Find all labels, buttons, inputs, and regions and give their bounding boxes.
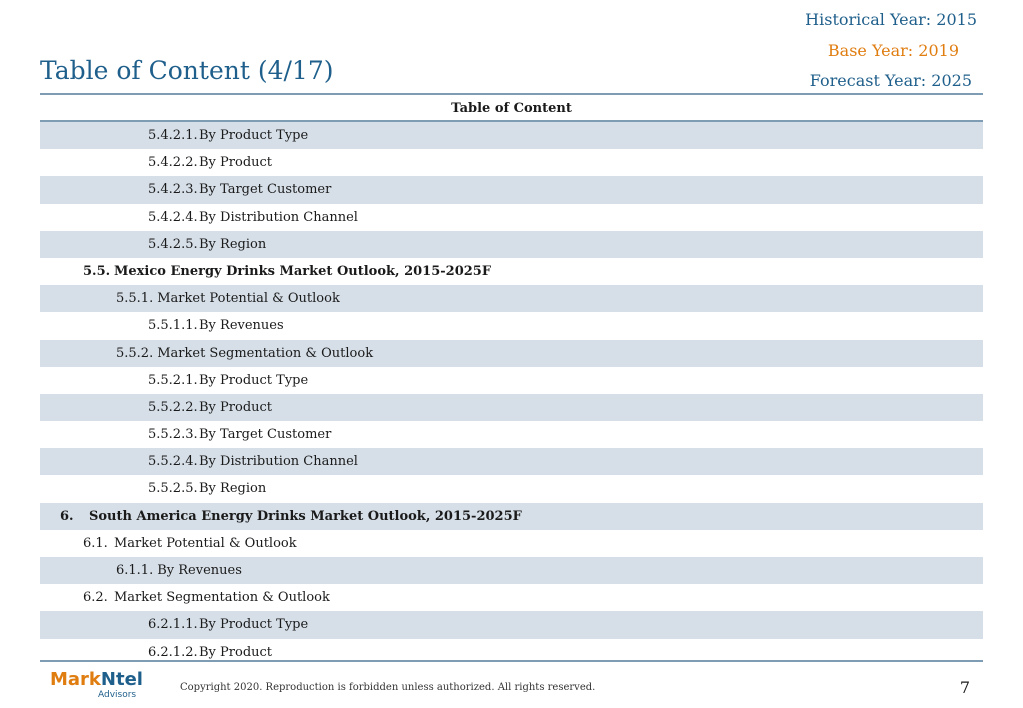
logo-advisors-text: Advisors [98,690,137,700]
toc-row-text: By Distribution Channel [199,209,358,225]
toc-row-text: By Product [199,399,273,415]
toc-row [40,312,983,339]
toc-row-text: By Product Type [199,617,309,633]
toc-row [40,448,983,475]
toc-row-number: 5.5.2.4. [148,454,198,470]
marknetl-logo [50,669,143,702]
page-title: Table of Content (4/17) [40,56,334,85]
toc-row [40,584,983,611]
copyright-notice: Copyright 2020. Reproduction is forbidden unless authorized. All rights reserved. [180,682,596,693]
toc-row-number: 5.5.2.5. [148,481,198,497]
historical-year: Historical Year: 2015 [805,10,977,29]
toc-row-text: Market Potential & Outlook [157,291,340,307]
toc-row-text: By Target Customer [199,427,332,443]
toc-row-text: By Product Type [199,128,309,143]
toc-row-text: By Product [199,644,273,660]
toc-row-number: 6.2. [83,590,108,606]
toc-row-number: 6.2.1.2. [148,644,198,660]
toc-row [40,285,983,312]
toc-row [40,557,983,584]
toc-row [40,611,983,638]
toc-row-number: 5.5. [83,263,111,279]
toc-rows [40,122,983,666]
toc-row-text: By Region [199,236,267,252]
toc-row-number: 5.5.1. [116,291,154,307]
toc-row [40,421,983,448]
toc-row-number: 5.4.2.2. [148,155,198,171]
toc-row-text: By Product Type [199,372,309,388]
toc-row [40,122,983,149]
toc-row [40,340,983,367]
toc-row-text: By Revenues [199,318,284,334]
toc-table-heading: Table of Content [40,95,983,122]
toc-row-number: 6.1.1. [116,563,154,578]
toc-row-number: 5.4.2.3. [148,182,198,198]
forecast-year: Forecast Year: 2025 [809,71,972,90]
toc-row [40,503,983,530]
toc-row-text: By Product [199,155,273,171]
toc-row-number: 5.4.2.1. [148,128,198,143]
toc-row-text: South America Energy Drinks Market Outlook, 2015-2025F [89,508,522,524]
toc-row [40,149,983,176]
toc-row-number: 5.5.2.2. [148,399,198,415]
toc-row-number: 6. [60,508,74,524]
toc-row [40,176,983,203]
table-bottom-rule [40,660,983,662]
toc-row [40,204,983,231]
toc-row-number: 5.5.2.1. [148,372,198,388]
toc-row-text: By Region [199,481,267,497]
toc-row [40,258,983,285]
toc-row [40,530,983,557]
toc-row-text: Market Segmentation & Outlook [157,345,374,361]
toc-row-number: 6.2.1.1. [148,617,198,633]
toc-row-number: 5.5.2. [116,345,154,361]
toc-table [40,93,983,666]
toc-row [40,394,983,421]
toc-row [40,475,983,502]
toc-row-text: Mexico Energy Drinks Market Outlook, 2015-2025F [114,263,492,279]
toc-row-text: Market Potential & Outlook [114,535,297,551]
toc-row [40,231,983,258]
base-year: Base Year: 2019 [827,41,959,60]
page-number: 7 [959,678,970,697]
toc-row-number: 5.4.2.4. [148,209,198,225]
toc-row-number: 5.4.2.5. [148,236,198,252]
toc-row-text: Market Segmentation & Outlook [114,590,330,606]
toc-row-text: By Distribution Channel [199,454,358,470]
toc-row-number: 5.5.1.1. [148,318,198,334]
toc-row [40,367,983,394]
logo-mark-text: Mark [50,669,101,690]
toc-row-number: 5.5.2.3. [148,427,198,443]
logo-ntel-text: Ntel [100,669,143,690]
toc-row-text: By Revenues [157,563,242,578]
toc-row-text: By Target Customer [199,182,332,198]
toc-row-number: 6.1. [83,535,108,551]
